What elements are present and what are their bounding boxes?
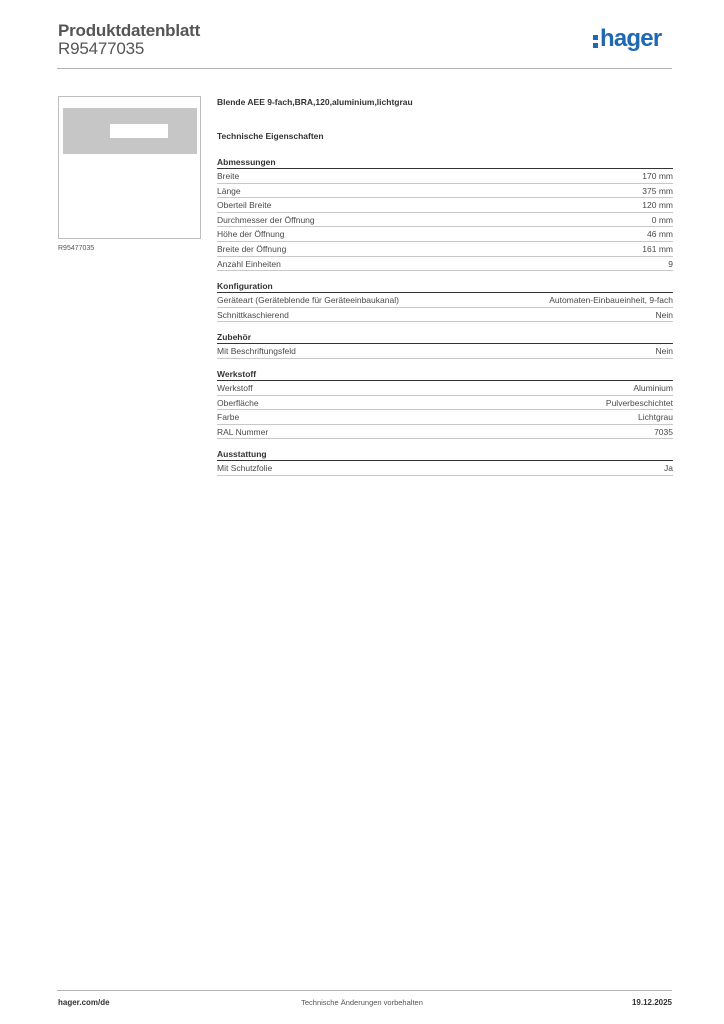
property-row [217,344,673,359]
property-row [217,257,673,272]
property-row [217,198,673,213]
footer-divider [57,990,672,991]
property-label: Durchmesser der Öffnung [217,214,315,225]
property-label: Anzahl Einheiten [217,258,281,269]
property-value: 0 mm [651,214,673,225]
property-value: 9 [668,258,673,269]
property-value: Aluminium [633,382,673,393]
property-value: 375 mm [642,185,673,196]
property-row [217,227,673,242]
property-label: Werkstoff [217,382,253,393]
section-title: Werkstoff [217,368,673,381]
property-value: 46 mm [647,229,673,240]
property-value: Nein [655,346,673,357]
product-title: Blende AEE 9-fach,BRA,120,aluminium,lichtgrau [217,97,413,107]
property-row [217,396,673,411]
cover-plate-illustration [63,108,197,154]
property-row [217,410,673,425]
property-value: Nein [655,309,673,320]
property-value: 7035 [654,426,673,437]
product-details [217,96,673,476]
footer-date: 19.12.2025 [631,998,672,1007]
property-value: Automaten-Einbaueinheit, 9-fach [549,295,673,306]
section-title: Konfiguration [217,280,673,293]
property-value: Ja [664,463,673,474]
property-row [217,381,673,396]
section-title: Ausstattung [217,448,673,461]
product-number: R95477035 [58,39,145,58]
property-row [217,169,673,184]
property-label: RAL Nummer [217,426,269,437]
property-section [217,331,673,359]
property-label: Mit Beschriftungsfeld [217,346,296,357]
logo-dots-icon [593,26,599,43]
property-section [217,280,673,322]
property-label: Schnittkaschierend [217,309,289,320]
property-label: Farbe [217,412,240,423]
section-title: Abmessungen [217,156,673,169]
property-row [217,242,673,257]
property-section [217,368,673,439]
property-label: Oberfläche [217,397,259,408]
property-section [217,448,673,476]
technical-properties-heading: Technische Eigenschaften [217,131,324,141]
product-image [58,96,201,239]
image-caption: R95477035 [58,245,95,252]
property-row [217,213,673,228]
property-section [217,156,673,271]
property-value: 161 mm [642,243,673,254]
property-label: Länge [217,185,241,196]
property-sections [217,156,673,476]
footer-note: Technische Änderungen vorbehalten [301,998,423,1007]
logo-text: hager [600,25,662,52]
property-row [217,293,673,308]
property-label: Breite [217,171,240,181]
property-row [217,461,673,476]
property-value: Pulverbeschichtet [605,397,673,408]
property-label: Mit Schutzfolie [217,463,273,474]
property-row [217,425,673,440]
property-value: 120 mm [642,200,673,211]
plate-opening [110,124,168,138]
property-row [217,184,673,199]
property-label: Breite der Öffnung [217,243,287,254]
footer-website: hager.com/de [58,998,110,1007]
hager-logo [593,26,661,52]
page-title: Produktdatenblatt [58,21,201,40]
property-label: Oberteil Breite [217,200,272,211]
section-title: Zubehör [217,331,673,344]
property-label: Geräteart (Geräteblende für Geräteeinbaukanal) [217,295,399,306]
property-value: Lichtgrau [638,412,673,423]
property-row [217,308,673,323]
header-divider [57,68,672,69]
property-label: Höhe der Öffnung [217,229,285,240]
property-value: 170 mm [642,171,673,181]
